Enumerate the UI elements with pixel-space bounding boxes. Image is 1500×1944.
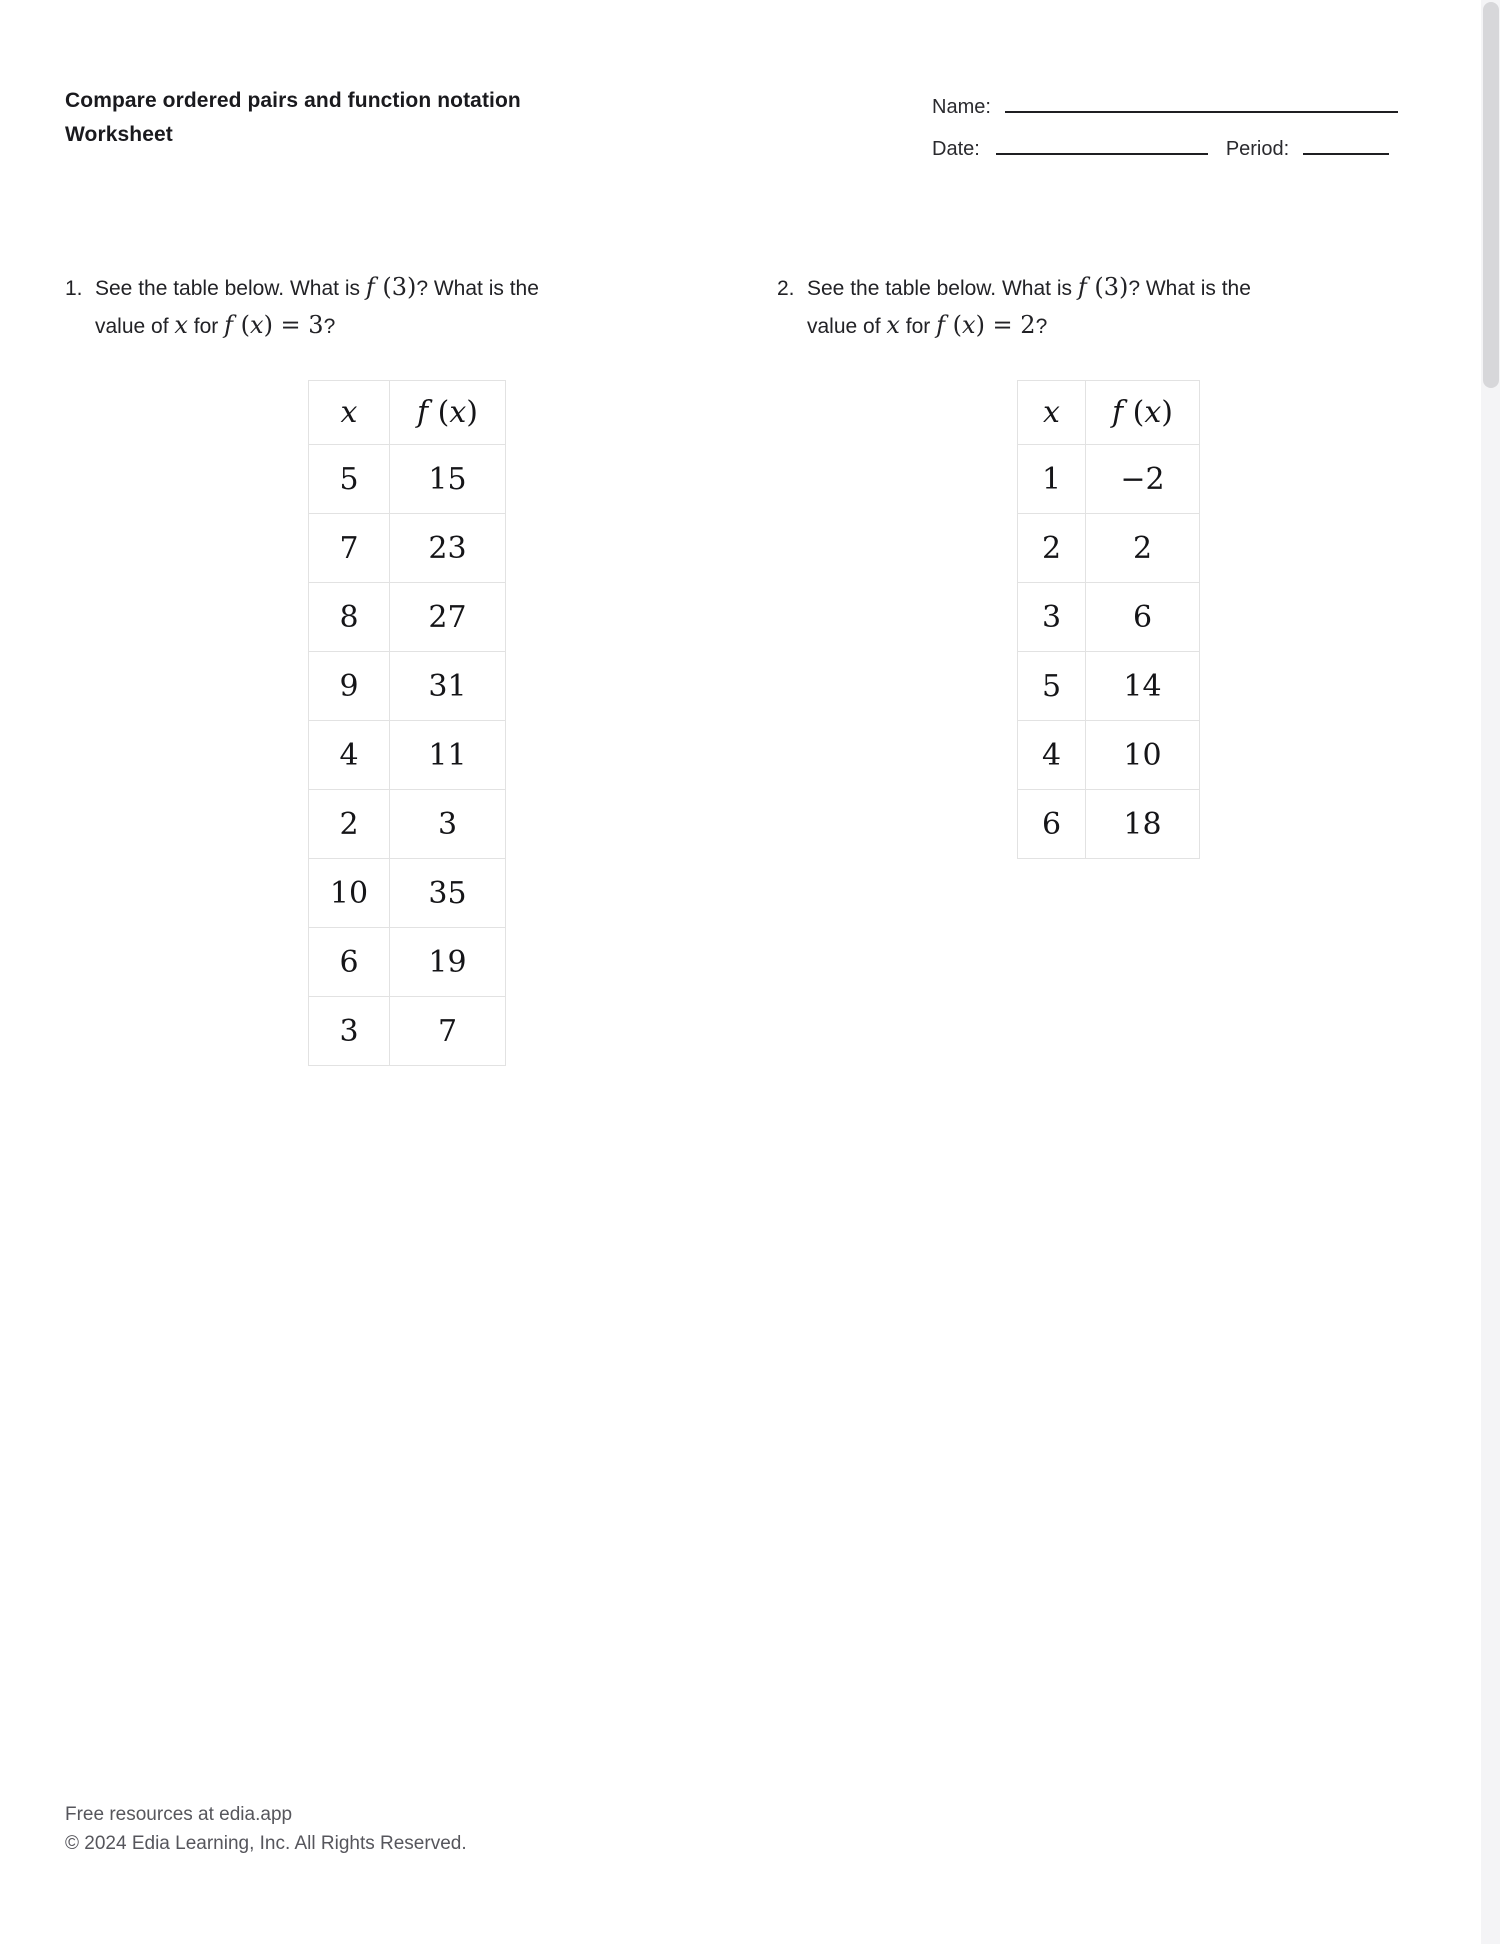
table-cell: 9	[309, 652, 390, 721]
table-cell: 14	[1086, 652, 1200, 721]
math-fragment: (	[233, 311, 251, 339]
column-header-fx	[1086, 381, 1200, 445]
question-1-line-1	[65, 270, 725, 308]
table-cell: 8	[309, 583, 390, 652]
question-1-text	[95, 270, 539, 308]
footer-line-1: Free resources at edia.app	[65, 1804, 293, 1825]
question-1-number: 1.	[65, 277, 83, 300]
table-row	[1018, 790, 1200, 859]
table-cell: 23	[390, 514, 506, 583]
name-label: Name:	[932, 96, 991, 118]
date-period-row	[932, 134, 1389, 161]
math-fragment: x	[340, 395, 358, 430]
table-cell: 6	[309, 928, 390, 997]
table-cell: 27	[390, 583, 506, 652]
title-line-1: Compare ordered pairs and function notation	[65, 89, 521, 112]
math-fragment: x	[449, 395, 467, 430]
title-line-2: Worksheet	[65, 123, 173, 146]
page-footer	[65, 1800, 467, 1858]
math-fragment: ) = 2	[975, 311, 1036, 339]
text-fragment: ? What is the	[416, 277, 539, 300]
table-cell: 4	[1018, 721, 1086, 790]
question-2-line-1	[777, 270, 1437, 308]
table-cell: 35	[390, 859, 506, 928]
math-fragment: f	[417, 395, 429, 430]
text-fragment: ?	[323, 315, 336, 338]
table-cell: 5	[309, 445, 390, 514]
question-1	[65, 270, 725, 1066]
math-fragment: x	[1043, 395, 1060, 430]
date-label: Date:	[932, 138, 980, 160]
column-header-x	[1018, 381, 1086, 445]
column-header-x	[309, 381, 390, 445]
table-cell: 10	[1086, 721, 1200, 790]
question-2-text	[807, 270, 1251, 308]
table-cell: 2	[309, 790, 390, 859]
table-row	[1018, 583, 1200, 652]
footer-line-2: © 2024 Edia Learning, Inc. All Rights Reserved.	[65, 1833, 467, 1854]
table-row	[1018, 445, 1200, 514]
math-fragment: x	[250, 311, 264, 339]
math-fragment: (	[945, 311, 963, 339]
table-cell: 31	[390, 652, 506, 721]
table-cell: 10	[309, 859, 390, 928]
math-fragment: x	[886, 311, 900, 339]
table-cell: 7	[309, 514, 390, 583]
table-cell: 4	[309, 721, 390, 790]
table-row	[309, 445, 506, 514]
table-cell: 3	[309, 997, 390, 1066]
table-header-row	[309, 381, 506, 445]
math-fragment: (3)	[1086, 273, 1129, 301]
math-fragment: x	[174, 311, 188, 339]
table-cell: 2	[1018, 514, 1086, 583]
text-fragment: See the table below. What is	[95, 277, 366, 300]
function-table-1	[308, 380, 506, 1066]
math-fragment: f	[1112, 395, 1124, 430]
table-row	[1018, 514, 1200, 583]
table-row	[309, 859, 506, 928]
period-label: Period:	[1225, 138, 1290, 160]
math-fragment: (3)	[374, 273, 417, 301]
math-fragment: f	[365, 273, 375, 301]
table-cell: 2	[1086, 514, 1200, 583]
table-cell: 6	[1018, 790, 1086, 859]
question-2	[777, 270, 1437, 859]
scrollbar-track[interactable]	[1481, 0, 1500, 1944]
table-cell: 5	[1018, 652, 1086, 721]
table-row	[309, 514, 506, 583]
text-fragment: ?	[1035, 315, 1048, 338]
scrollbar-thumb[interactable]	[1483, 2, 1499, 388]
math-fragment: ) = 3	[263, 311, 324, 339]
math-fragment: (	[1123, 395, 1145, 430]
math-fragment: x	[1144, 395, 1162, 430]
text-fragment: value of	[95, 315, 175, 338]
text-fragment: for	[899, 315, 937, 338]
text-fragment: See the table below. What is	[807, 277, 1078, 300]
math-fragment: )	[466, 395, 478, 430]
table-row	[309, 997, 506, 1066]
question-2-line-2	[777, 308, 1437, 346]
question-2-number: 2.	[777, 277, 795, 300]
math-fragment: f	[224, 311, 234, 339]
table-cell: 15	[390, 445, 506, 514]
table-cell: 6	[1086, 583, 1200, 652]
table-cell: 7	[390, 997, 506, 1066]
table-row	[309, 790, 506, 859]
name-blank-line	[1005, 92, 1398, 113]
table-cell: 18	[1086, 790, 1200, 859]
table-row	[1018, 721, 1200, 790]
table-cell: 11	[390, 721, 506, 790]
math-fragment: )	[1161, 395, 1173, 430]
math-fragment: f	[936, 311, 946, 339]
table-row	[309, 721, 506, 790]
table-row	[309, 583, 506, 652]
table-header-row	[1018, 381, 1200, 445]
text-fragment: ? What is the	[1128, 277, 1251, 300]
table-row	[1018, 652, 1200, 721]
table-cell: 3	[1018, 583, 1086, 652]
table-cell: 19	[390, 928, 506, 997]
table-cell: 1	[1018, 445, 1086, 514]
math-fragment: (	[428, 395, 450, 430]
table-cell: −2	[1086, 445, 1200, 514]
math-fragment: f	[1077, 273, 1087, 301]
function-table-2	[1017, 380, 1200, 859]
page-title	[65, 84, 521, 152]
name-field-row	[932, 92, 1398, 119]
text-fragment: for	[187, 315, 225, 338]
column-header-fx	[390, 381, 506, 445]
table-row	[309, 928, 506, 997]
question-1-line-2	[65, 308, 725, 346]
table-cell: 3	[390, 790, 506, 859]
text-fragment: value of	[807, 315, 887, 338]
period-blank-line	[1303, 134, 1389, 155]
table-row	[309, 652, 506, 721]
date-blank-line	[996, 134, 1208, 155]
math-fragment: x	[962, 311, 976, 339]
